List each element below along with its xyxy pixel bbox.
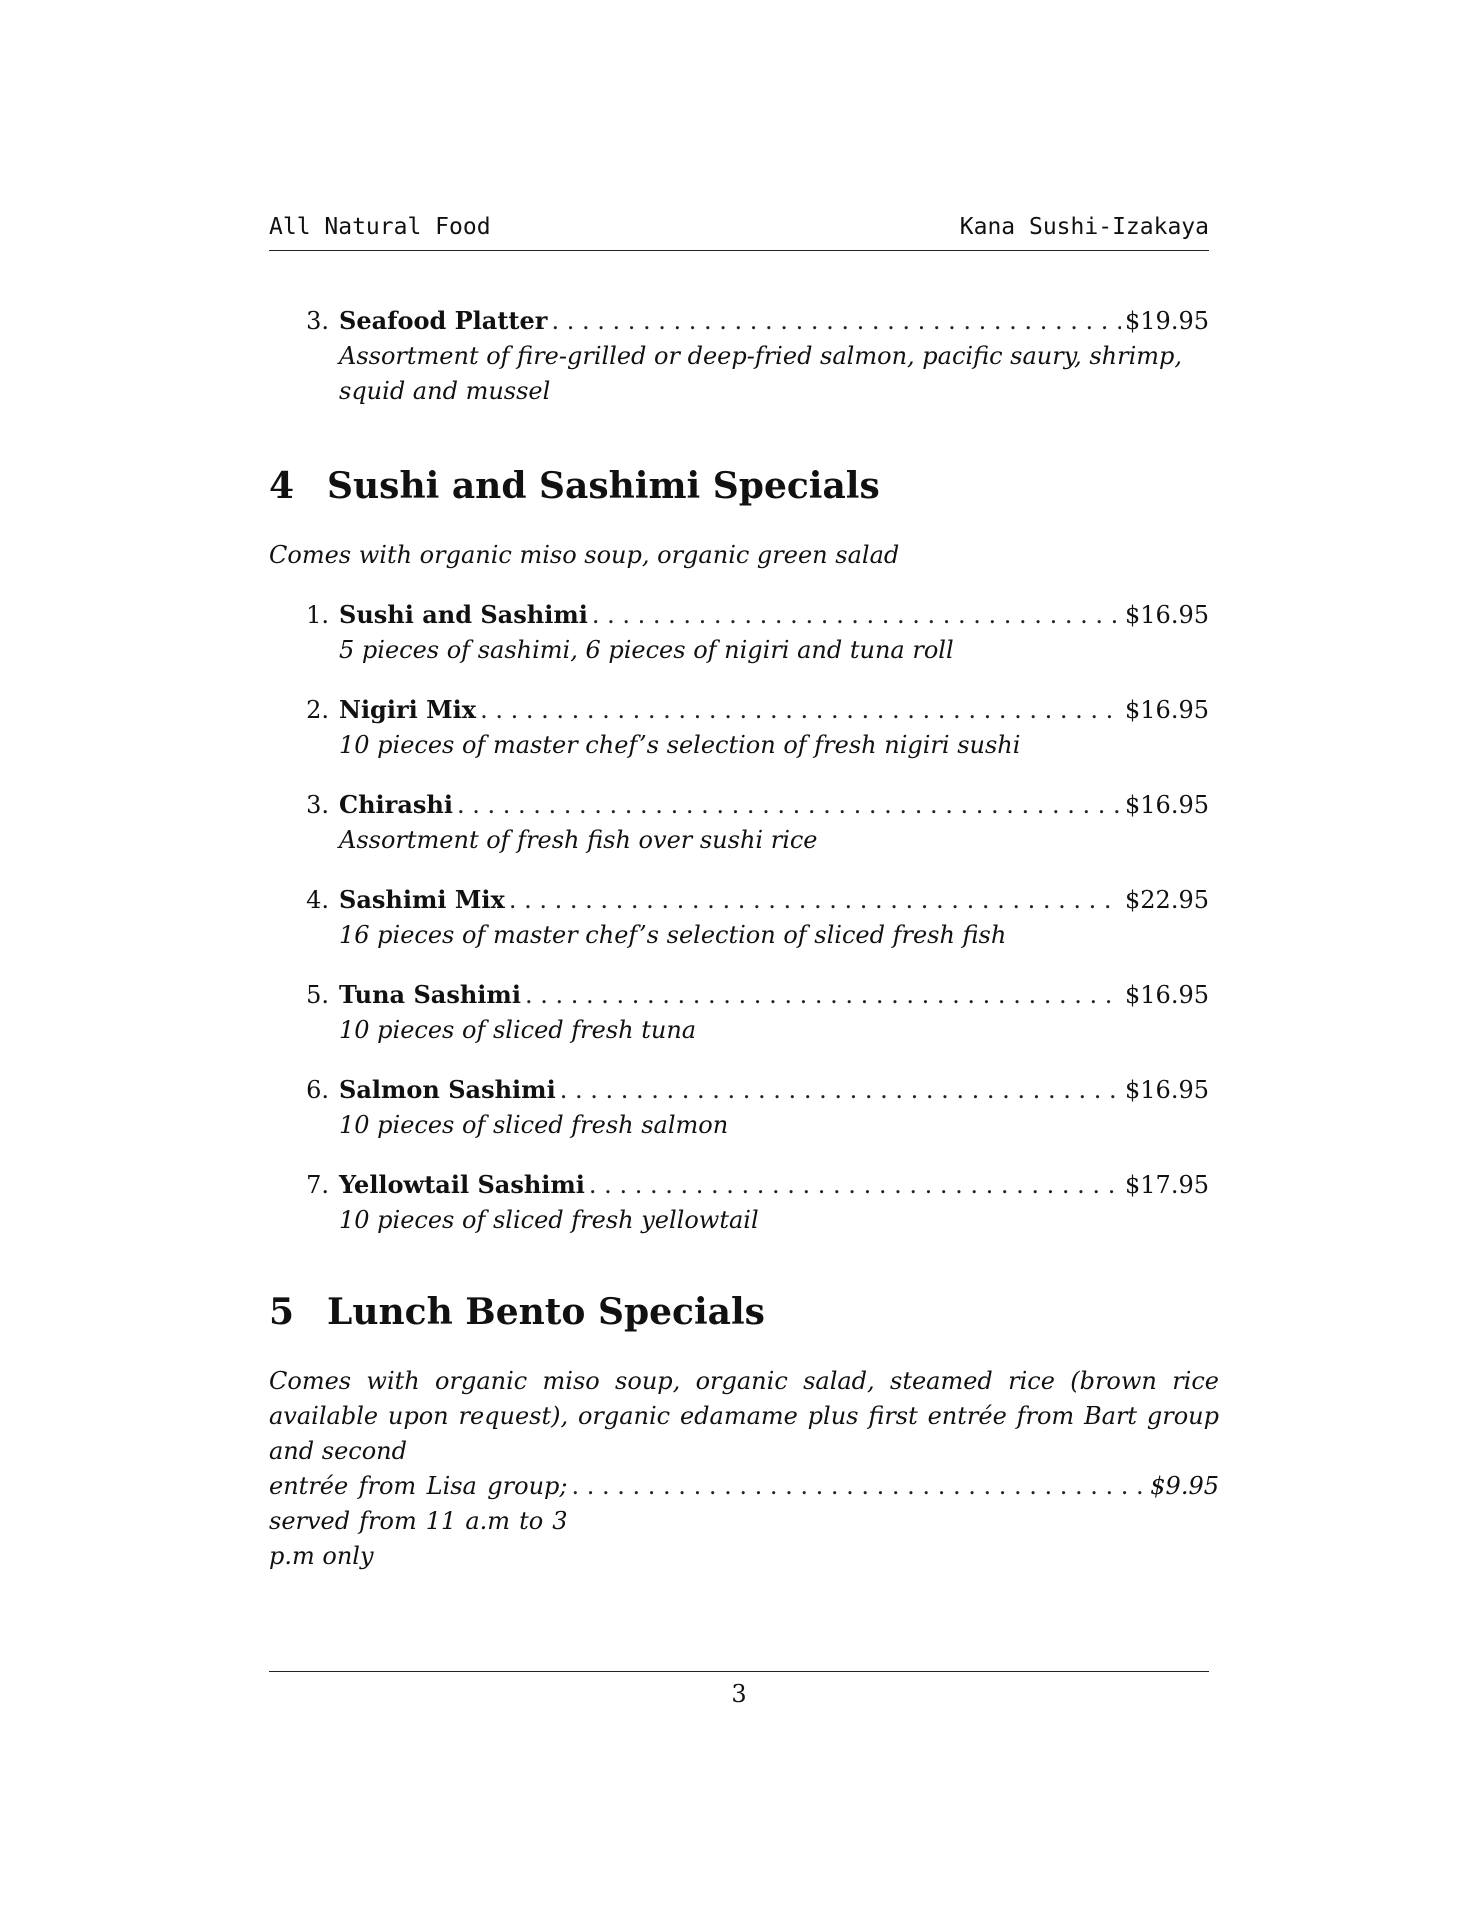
item-price: $16.95 (1125, 696, 1209, 724)
bento-intro-last-line (269, 1469, 1219, 1574)
item-description: 10 pieces of sliced fresh tuna (339, 1016, 697, 1044)
section-heading-lunch-bento (269, 1291, 1209, 1333)
dot-leader (592, 597, 1121, 633)
item-description: Assortment of fire-grilled or deep-fried salmon, pacific saury, shrimp, squid and mussel (339, 342, 1182, 405)
page-number: 3 (731, 1680, 747, 1708)
item-name: Chirashi (339, 790, 453, 819)
item-description: 5 pieces of sashimi, 6 pieces of nigiri and tuna roll (339, 636, 954, 664)
item-number: 4. (306, 886, 329, 914)
bento-intro-last: entrée from Lisa group; served from 11 a.m to 3 p.m only (269, 1472, 568, 1570)
menu-item (269, 597, 1209, 668)
menu-item (269, 882, 1209, 953)
item-price: $16.95 (1125, 1076, 1209, 1104)
section-heading-sushi-sashimi (269, 465, 1209, 507)
menu-item (269, 977, 1209, 1048)
item-description: 10 pieces of sliced fresh salmon (339, 1111, 729, 1139)
item-price: $16.95 (1125, 981, 1209, 1009)
menu-item (269, 1167, 1209, 1238)
section-intro: Comes with organic miso soup, organic green salad (269, 541, 900, 569)
item-description: 10 pieces of sliced fresh yellowtail (339, 1206, 759, 1234)
dot-leader (589, 1167, 1121, 1203)
item-description: 16 pieces of master chef’s selection of sliced fresh fish (339, 921, 1007, 949)
item-description: 10 pieces of master chef’s selection of fresh nigiri sushi (339, 731, 1021, 759)
item-number: 6. (306, 1076, 329, 1104)
item-price: $17.95 (1125, 1171, 1209, 1199)
dot-leader (560, 1072, 1121, 1108)
item-name: Sushi and Sashimi (339, 600, 588, 629)
menu-item (269, 1072, 1209, 1143)
section-number: 4 (269, 465, 295, 507)
dot-leader (509, 882, 1121, 918)
section-title: Lunch Bento Specials (327, 1291, 765, 1333)
item-number: 1. (306, 601, 329, 629)
bento-intro-main: Comes with organic miso soup, organic salad, steamed rice (brown rice available upon request), organic edamame plus first entrée from Bart group and second (269, 1367, 1219, 1465)
dot-leader (525, 977, 1121, 1013)
item-name: Sashimi Mix (339, 885, 505, 914)
item-name: Nigiri Mix (339, 695, 477, 724)
item-price: $22.95 (1125, 886, 1209, 914)
item-price: $16.95 (1125, 601, 1209, 629)
header-right-text: Kana Sushi-Izakaya (959, 214, 1209, 240)
item-description: Assortment of fresh fish over sushi rice (339, 826, 818, 854)
item-name: Seafood Platter (339, 306, 548, 335)
menu-item-seafood-platter (269, 303, 1209, 409)
dot-leader (572, 1469, 1147, 1504)
dot-leader (457, 787, 1121, 823)
item-number: 2. (306, 696, 329, 724)
header-left-text: All Natural Food (269, 214, 491, 240)
item-price: $16.95 (1125, 791, 1209, 819)
dot-leader (480, 692, 1121, 728)
item-price: $19.95 (1125, 307, 1209, 335)
menu-item (269, 787, 1209, 858)
bento-price: $9.95 (1150, 1472, 1219, 1500)
dot-leader (551, 303, 1121, 339)
item-number: 7. (306, 1171, 329, 1199)
running-header (269, 214, 1209, 251)
section-title: Sushi and Sashimi Specials (327, 465, 880, 507)
section-number: 5 (269, 1291, 295, 1333)
item-number: 5. (306, 981, 329, 1009)
item-name: Yellowtail Sashimi (339, 1170, 585, 1199)
item-name: Tuna Sashimi (339, 980, 521, 1009)
item-number: 3. (306, 307, 329, 335)
item-name: Salmon Sashimi (339, 1075, 556, 1104)
bento-description (269, 1364, 1219, 1574)
item-number: 3. (306, 791, 329, 819)
menu-item (269, 692, 1209, 763)
footer-rule (269, 1671, 1209, 1672)
